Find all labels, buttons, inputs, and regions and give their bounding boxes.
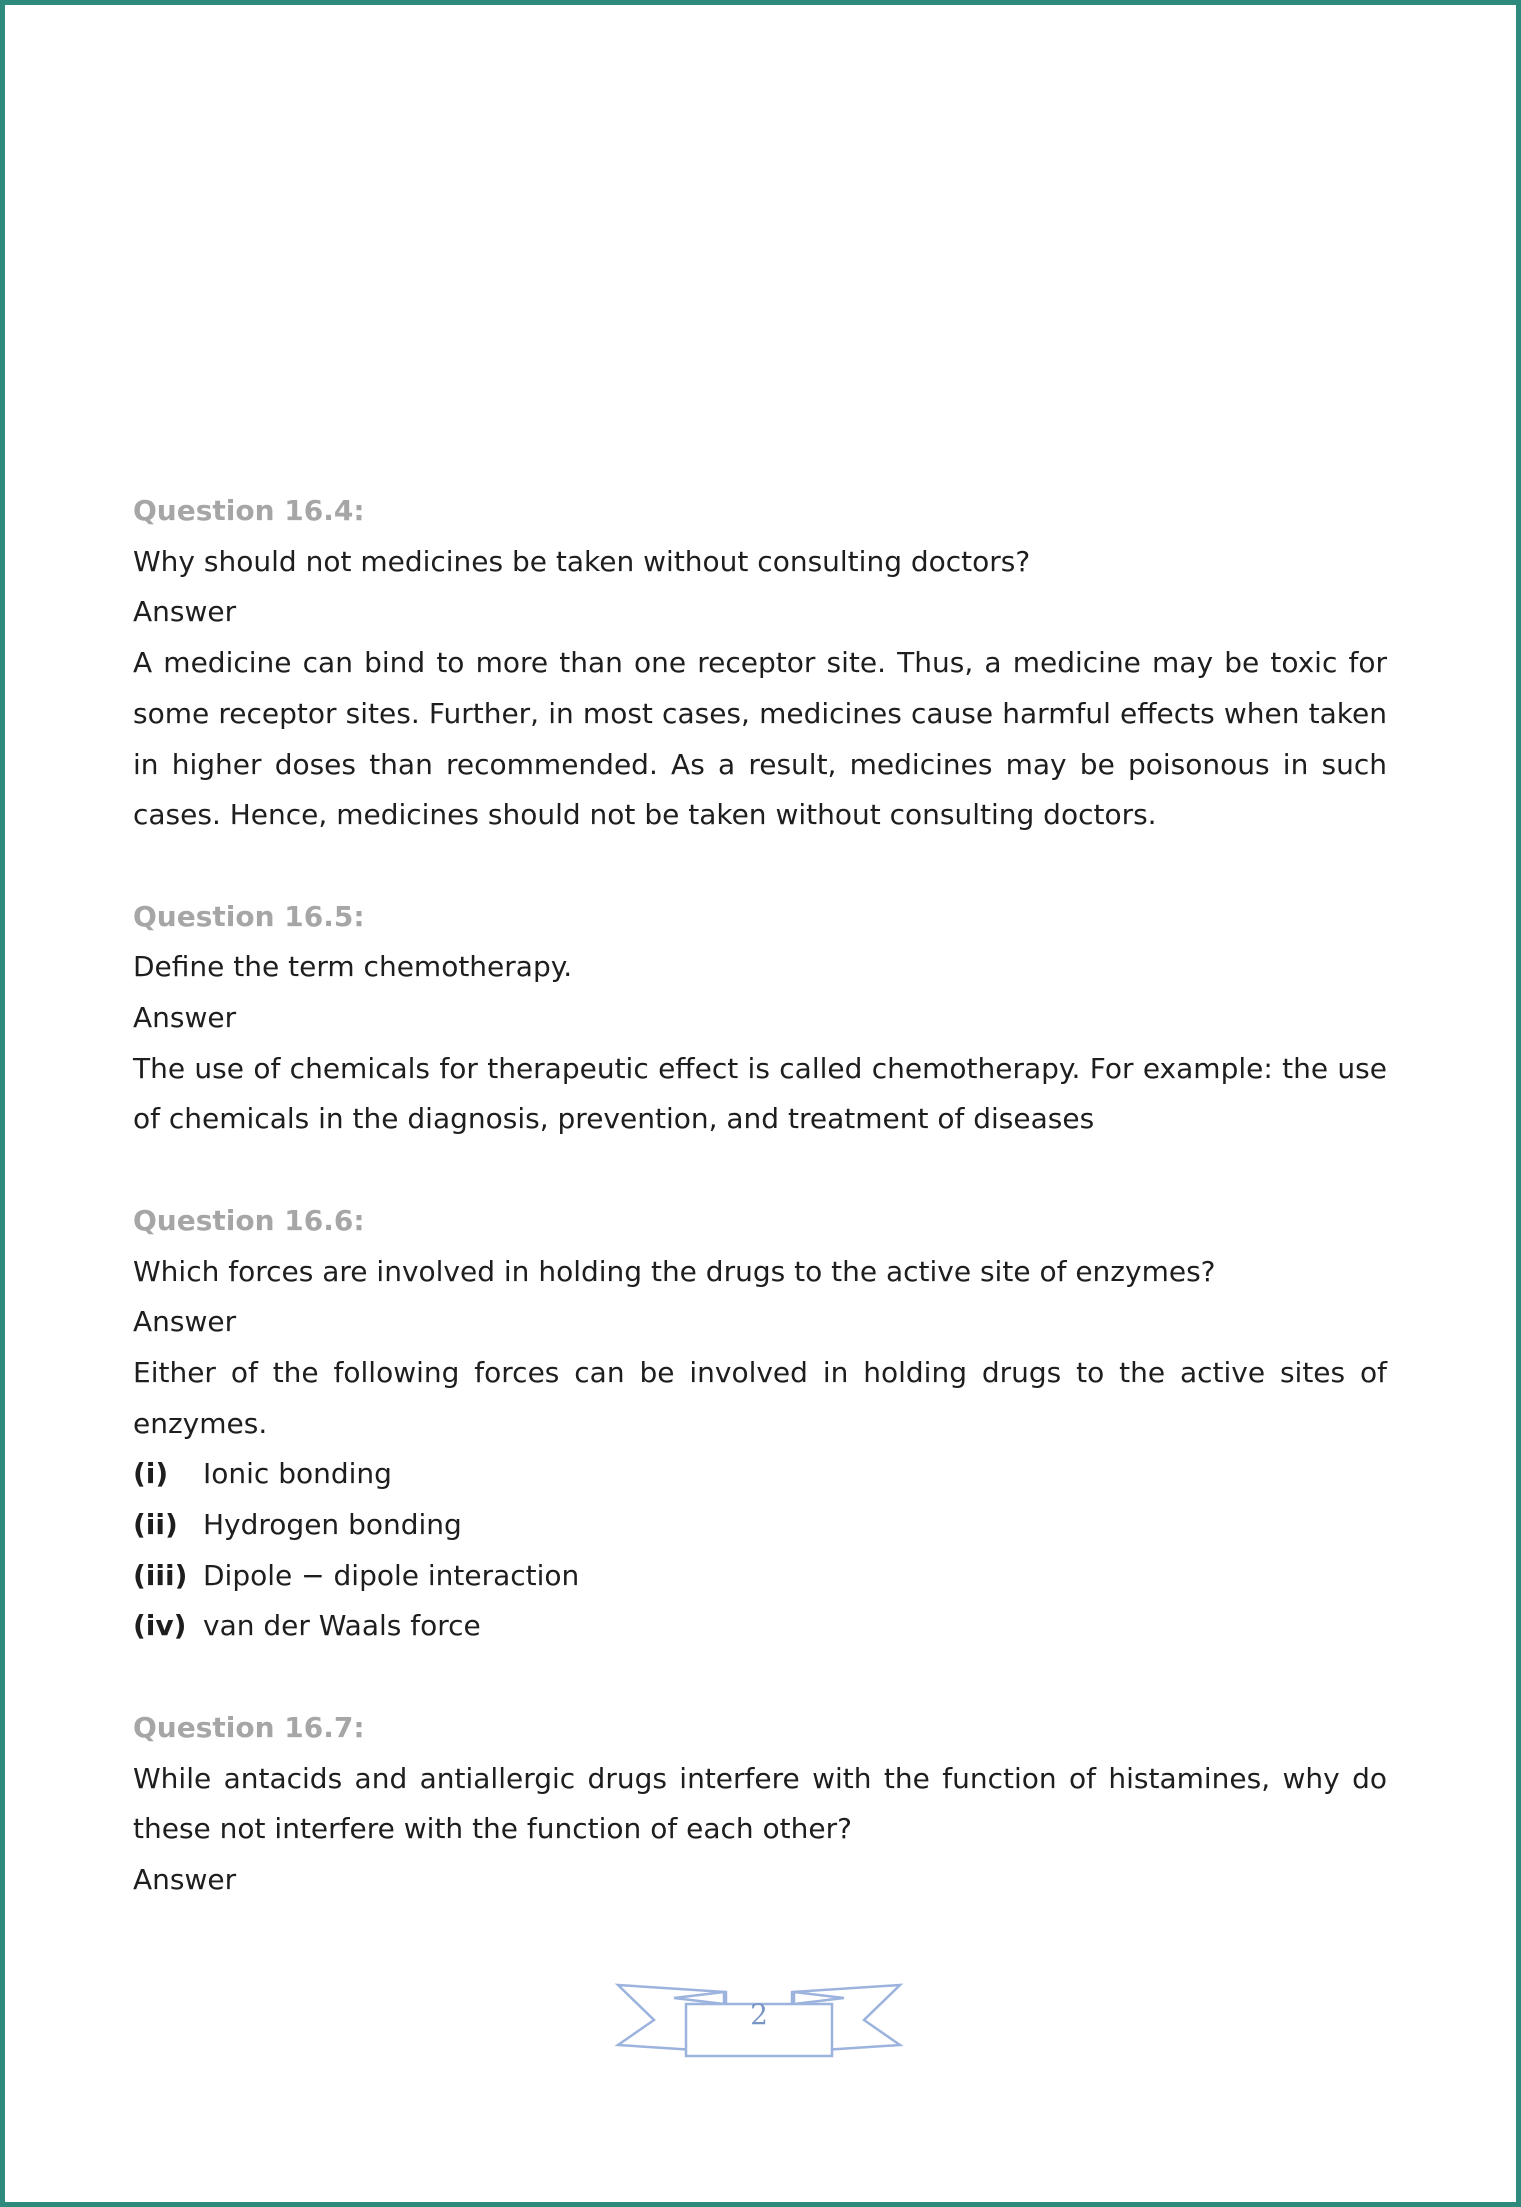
question-16-6: [133, 1196, 1387, 1652]
question-text: While antacids and antiallergic drugs interfere with the function of histamines, why do these not interfere with the function of each other?: [133, 1761, 1387, 1846]
list-text: van der Waals force: [203, 1609, 481, 1643]
question-text: Why should not medicines be taken without consulting doctors?: [133, 544, 1031, 578]
list-item: [133, 1449, 1387, 1500]
question-16-4: [133, 486, 1387, 841]
question-16-5: [133, 892, 1387, 1146]
list-number: (iii): [133, 1558, 188, 1592]
answer-label: Answer: [133, 1305, 237, 1339]
answer-label: Answer: [133, 1862, 237, 1896]
answer-label: Answer: [133, 595, 237, 629]
answer-text: A medicine can bind to more than one receptor site. Thus, a medicine may be toxic for some receptor sites. Further, in most cases, medicines cause harmful effects when taken in higher doses than recommended. As a result, medicines may be poisonous in such cases. Hence, medicines should not be taken without consulting doctors.: [133, 646, 1387, 832]
list-text: Dipole − dipole interaction: [203, 1558, 580, 1592]
list-text: Ionic bonding: [203, 1457, 392, 1491]
list-number: (i): [133, 1457, 169, 1491]
document-content: [133, 486, 1387, 1906]
question-title: Question 16.7:: [133, 1710, 365, 1744]
answer-label: Answer: [133, 1001, 237, 1035]
list-text: Hydrogen bonding: [203, 1508, 462, 1542]
question-text: Define the term chemotherapy.: [133, 950, 573, 984]
list-item: [133, 1500, 1387, 1551]
list-item: [133, 1601, 1387, 1652]
page-number-banner: [614, 1980, 904, 2060]
spacer: [133, 841, 1387, 892]
spacer: [133, 1145, 1387, 1196]
list-item: [133, 1551, 1387, 1602]
question-title: Question 16.5:: [133, 899, 365, 933]
question-title: Question 16.4:: [133, 494, 365, 527]
answer-text: The use of chemicals for therapeutic effect is called chemotherapy. For example: the use of chemicals in the diagnosis, prevention, and treatment of diseases: [133, 1051, 1387, 1136]
list-number: (iv): [133, 1609, 187, 1643]
answer-text: Either of the following forces can be involved in holding drugs to the active sites of enzymes.: [133, 1355, 1387, 1440]
question-16-7: [133, 1703, 1387, 1906]
page-number: 2: [750, 1998, 768, 2031]
spacer: [133, 1652, 1387, 1703]
question-title: Question 16.6:: [133, 1203, 365, 1237]
list-number: (ii): [133, 1508, 178, 1542]
question-text: Which forces are involved in holding the drugs to the active site of enzymes?: [133, 1254, 1216, 1288]
